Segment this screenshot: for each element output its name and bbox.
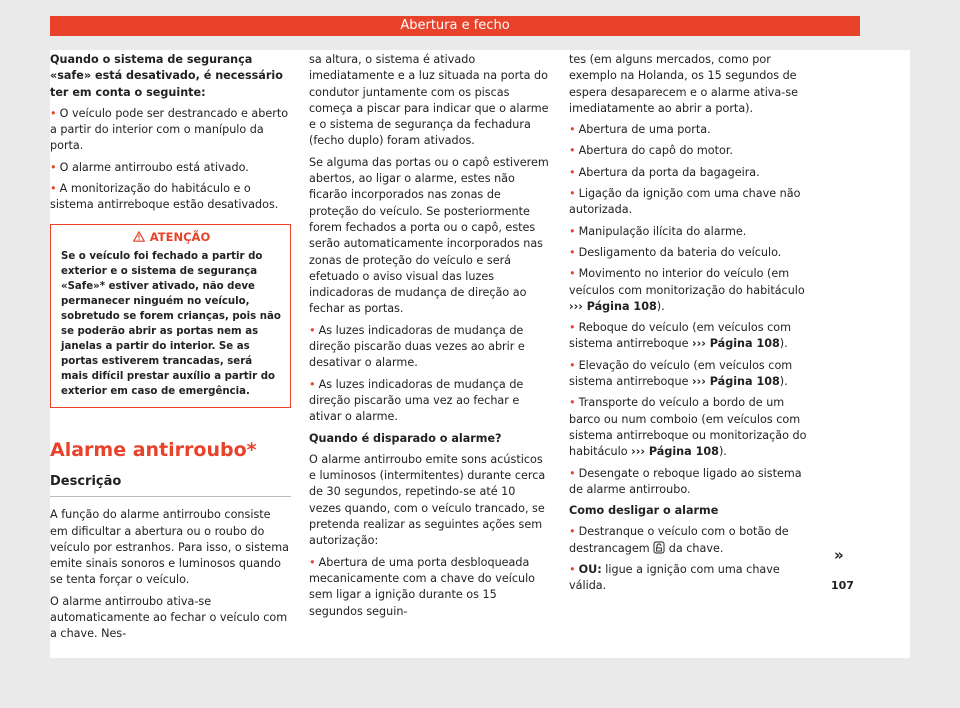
bullet-icon: • — [569, 224, 576, 238]
list-item: • Abertura de uma porta. — [569, 123, 711, 137]
list-item: • Desengate o reboque ligado ao sistema de alarme antirroubo. — [569, 466, 802, 496]
bullet-icon: • — [569, 267, 576, 281]
list-item: • O veículo pode ser destrancado e aberto a partir do interior com o manípulo da porta. — [50, 106, 289, 153]
column-2 — [309, 52, 550, 625]
list-item: • OU: ligue a ignição com uma chave válida. — [569, 563, 780, 593]
section-header: Abertura e fecho — [50, 16, 860, 36]
bullet-icon: • — [309, 323, 316, 337]
bullet-icon: • — [50, 160, 57, 174]
subheading: Quando é disparado o alarme? — [309, 431, 502, 445]
paragraph: A função do alarme antirroubo consiste em dificultar a abertura ou o roubo do veículo por estranhos. Para isso, o sistema emite sinais sonoros e luminosos quando se tenta forçar o veículo. — [50, 508, 290, 587]
warning-header: ATENÇÃO — [61, 229, 282, 245]
bullet-icon: • — [569, 396, 576, 410]
intro-text: Quando o sistema de segurança «safe» está desativado, é necessário ter em conta o seguinte: — [50, 53, 283, 99]
paragraph: O alarme antirroubo emite sons acústicos e luminosos (intermitentes) durante cerca de 30 segundos, repetindo-se até 10 vezes quando, com o veículo trancado, se pretenda realizar as seguintes ações sem autorização: — [309, 452, 546, 548]
paragraph: tes (em alguns mercados, como por exemplo na Holanda, os 15 segundos de espera desaparecem e o alarme ativa-se imediatamente ao abrir a porta). — [569, 53, 799, 115]
bullet-icon: • — [569, 525, 576, 539]
bullet-icon: • — [50, 182, 57, 196]
paragraph: Se alguma das portas ou o capô estiverem abertos, ao ligar o alarme, estes não ficarão incorporados nas zonas de proteção do veículo. Se posteriormente forem fechados a porta ou o capô, estes serão automaticamente incorporados nas zonas de proteção do veículo e será efetuado o aviso visual das luzes indicadoras de mudança de direção ao fechar as portas. — [309, 155, 549, 316]
bullet-icon: • — [309, 555, 316, 569]
page-link[interactable]: ››› Página 108 — [692, 375, 780, 389]
bullet-icon: • — [569, 466, 576, 480]
bullet-icon: • — [569, 245, 576, 259]
list-item: • Destranque o veículo com o botão de destrancagem da chave. — [569, 525, 789, 555]
list-item: • Reboque do veículo (em veículos com sistema antirreboque ››› Página 108). — [569, 321, 791, 351]
bullet-icon: • — [569, 165, 576, 179]
continue-mark: » — [834, 546, 844, 564]
page-link[interactable]: ››› Página 108 — [692, 337, 780, 351]
list-item: • Movimento no interior do veículo (em veículos com monitorização do habitáculo ››› Página 108). — [569, 267, 805, 313]
page-number: 107 — [831, 579, 854, 592]
bullet-icon: • — [50, 106, 57, 120]
bullet-icon: • — [569, 123, 576, 137]
list-item: • A monitorização do habitáculo e o sistema antirreboque estão desativados. — [50, 182, 279, 212]
bullet-icon: • — [569, 144, 576, 158]
list-item: • Ligação da ignição com uma chave não autorizada. — [569, 187, 801, 217]
column-1 — [50, 52, 291, 648]
bullet-icon: • — [569, 563, 576, 577]
page-link[interactable]: ››› Página 108 — [569, 299, 657, 313]
warning-box — [50, 224, 291, 408]
list-item: • Transporte do veículo a bordo de um barco ou num comboio (em veículos com sistema antirreboque ou monitorização do habitáculo ››› Página 108). — [569, 396, 807, 459]
page-link[interactable]: ››› Página 108 — [631, 445, 719, 459]
paragraph: O alarme antirroubo ativa-se automaticamente ao fechar o veículo com a chave. Nes- — [50, 594, 288, 641]
list-item: • As luzes indicadoras de mudança de direção piscarão uma vez ao fechar e ativar o alarme. — [309, 377, 524, 424]
list-item: • Abertura do capô do motor. — [569, 144, 733, 158]
subsection-title: Descrição — [50, 474, 291, 497]
column-3 — [569, 52, 810, 600]
unlock-key-icon — [653, 541, 665, 554]
subheading: Como desligar o alarme — [569, 504, 719, 518]
bullet-icon: • — [569, 187, 576, 201]
list-item: • O alarme antirroubo está ativado. — [50, 160, 249, 174]
list-item: • Abertura de uma porta desbloqueada mecanicamente com a chave do veículo sem ligar a ignição durante os 15 segundos seguin- — [309, 555, 536, 618]
list-item: • As luzes indicadoras de mudança de direção piscarão duas vezes ao abrir e desativar o alarme. — [309, 323, 525, 370]
section-title: Alarme antirroubo* — [50, 438, 257, 461]
bullet-icon: • — [569, 358, 576, 372]
bullet-icon: • — [309, 377, 316, 391]
bullet-icon: • — [569, 321, 576, 335]
list-item: • Manipulação ilícita do alarme. — [569, 224, 747, 238]
list-item: • Elevação do veículo (em veículos com sistema antirreboque ››› Página 108). — [569, 358, 793, 389]
list-item: • Abertura da porta da bagageira. — [569, 165, 760, 179]
warning-triangle-icon — [133, 231, 145, 242]
list-item: • Desligamento da bateria do veículo. — [569, 245, 782, 259]
paragraph: sa altura, o sistema é ativado imediatamente e a luz situada na porta do condutor juntamente com os piscas começa a piscar para indicar que o alarme e o sistema de segurança da fechadura (fecho duplo) foram ativados. — [309, 53, 549, 148]
warning-text: Se o veículo foi fechado a partir do exterior e o sistema de segurança «Safe»* estiver ativado, não deve permanecer ninguém no veículo, sobretudo se forem crianças, pois não se poderão abrir as portas nem as janelas a partir do interior. Se as portas estiverem trancadas, será mais difícil prestar auxílio a partir do exterior em caso de emergência. — [61, 250, 281, 397]
